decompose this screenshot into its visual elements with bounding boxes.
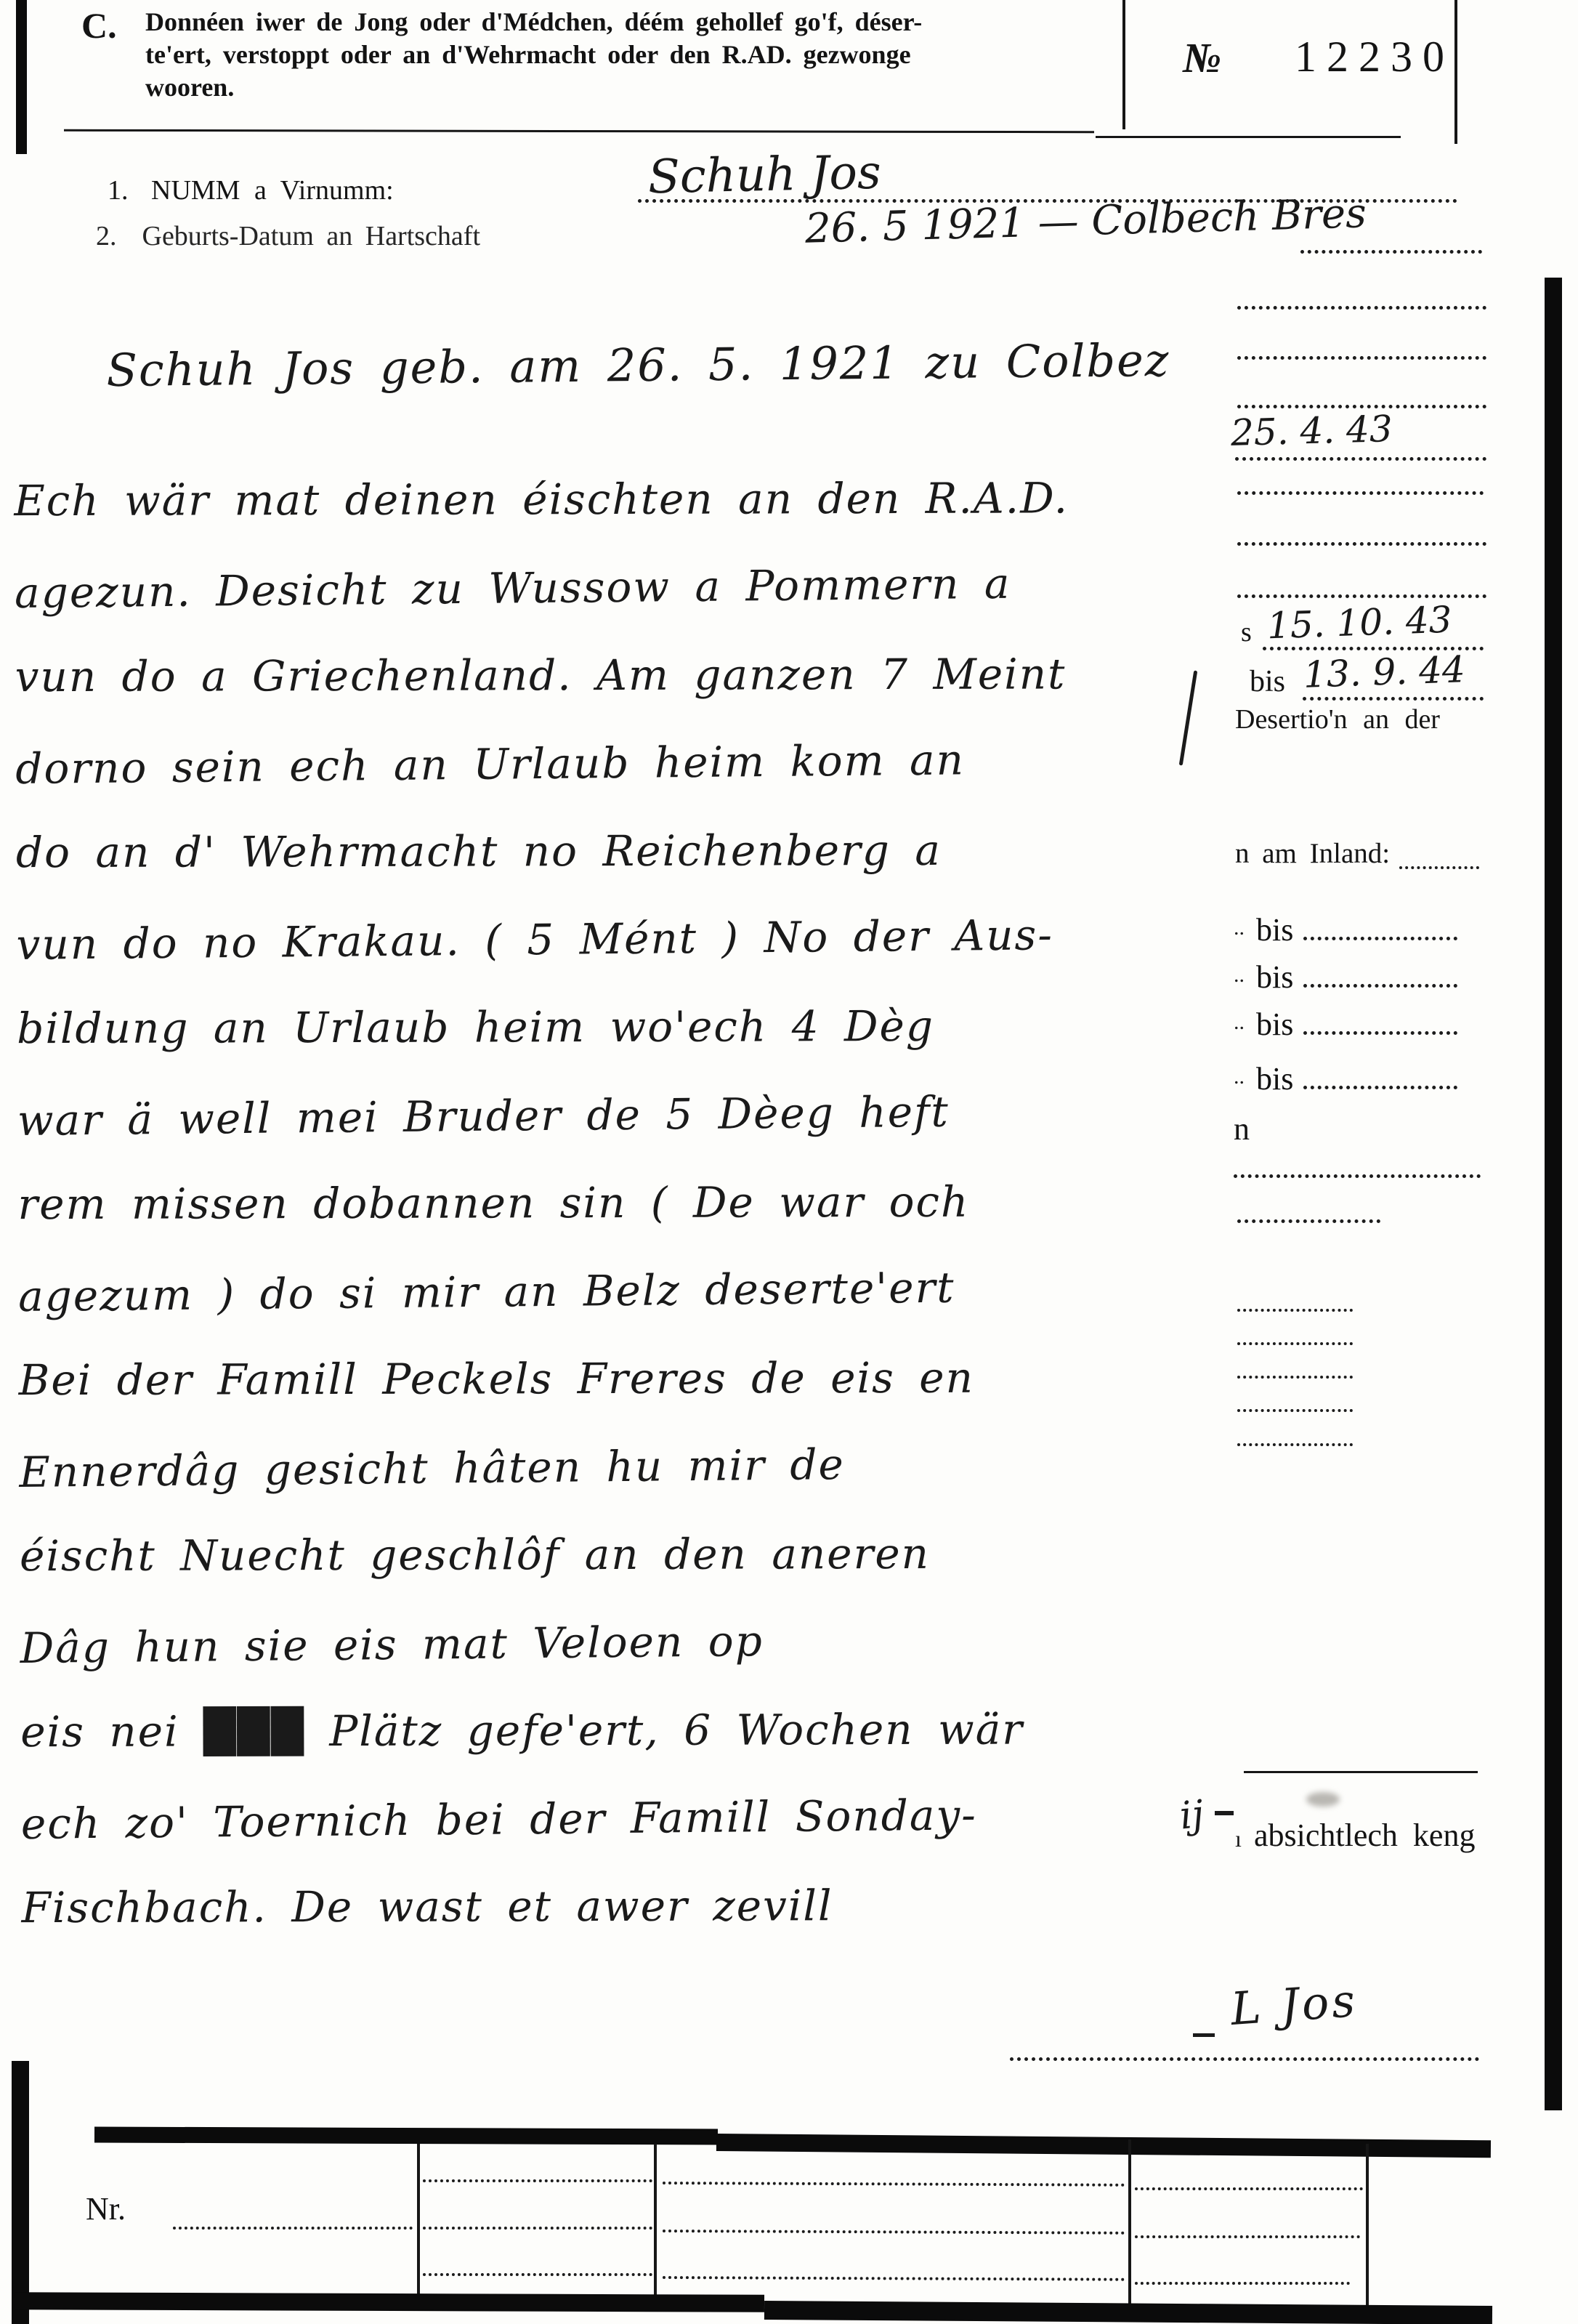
- vum-label-fragment: s: [1241, 617, 1252, 647]
- number-bottom-rule: [1096, 136, 1401, 138]
- dotted-rule: [663, 2230, 1125, 2235]
- letter-line: vun do no Krakau. ( 5 Mént ) No der Aus-: [16, 910, 1054, 969]
- letter-line: Ech wär mat deinen éischten an den R.A.D.: [14, 473, 1069, 526]
- letter-line: bildung an Urlaub heim wo'ech 4 Dèg: [17, 1001, 935, 1054]
- item1-number: 1.: [108, 175, 129, 206]
- letter-line: Fischbach. De wast et awer zevill: [21, 1881, 833, 1933]
- dotted-rule: [1135, 2187, 1363, 2190]
- numero-sign: №: [1183, 34, 1222, 81]
- dotted-rule: [663, 2182, 1125, 2187]
- bis-row: [1234, 1006, 1457, 1042]
- bis-label: bis: [1250, 665, 1286, 698]
- leader-dots: ..: [1234, 963, 1245, 987]
- table-column-line: [417, 2144, 420, 2305]
- letter-line: war ä well mei Bruder de 5 Dèeg heft: [17, 1086, 950, 1145]
- letter-line: ech zo' Toernich bei der Famill Sonday-: [20, 1790, 978, 1849]
- letter-line: Ennerdâg gesicht hâten hu mir de: [19, 1440, 846, 1497]
- table-column-line: [1128, 2139, 1131, 2307]
- dotted-rule: [1135, 2235, 1360, 2238]
- letter-line: agezum ) do si mir an Belz deserte'ert: [17, 1262, 955, 1321]
- dotted-rule: [1237, 1376, 1353, 1379]
- dotted-rule: [423, 2273, 652, 2276]
- letter-line: rem missen dobannen sin ( De war och: [17, 1177, 970, 1230]
- bis-row: [1234, 914, 1457, 946]
- signature-handwriting: L Jos: [1229, 1973, 1360, 2036]
- handwritten-letter: [13, 318, 1228, 1954]
- n-label-fragment: n: [1234, 1111, 1250, 1147]
- item2-number: 2.: [96, 221, 117, 246]
- letter-line: do an d' Wehrmacht no Reichenberg a: [15, 825, 942, 878]
- handwriting-tail-fragment: ij: [1177, 1792, 1206, 1839]
- dotted-rule: [1010, 2057, 1479, 2061]
- item2-label-clipped: [96, 218, 480, 246]
- margin-date-handwriting: 25. 4. 43: [1230, 408, 1393, 454]
- dotted-rule: [1237, 594, 1486, 598]
- absichtlech-label-fragment: absichtlech keng: [1254, 1817, 1476, 1853]
- scan-edge-bar-top-left: [16, 0, 27, 154]
- inland-label-fragment: n am Inland:: [1235, 838, 1391, 869]
- scan-smudge: [1306, 1792, 1340, 1807]
- table-top-bar: [94, 2127, 718, 2145]
- dotted-rule: [423, 2179, 652, 2182]
- header-paragraph: [145, 6, 1112, 104]
- dotted-rule: [1303, 1031, 1457, 1035]
- item1-label: NUMM a Virnumm:: [151, 175, 394, 206]
- dotted-rule: [1303, 1086, 1457, 1089]
- table-bottom-bar: [764, 2301, 1492, 2324]
- table-bottom-bar: [15, 2292, 764, 2312]
- letter-line: vun do a Griechenland. Am ganzen 7 Meint: [15, 649, 1067, 702]
- letter-line: dorno sein ech an Urlaub heim kom an: [15, 735, 966, 794]
- dotted-rule: [1234, 1174, 1481, 1178]
- dotted-rule: [1237, 1409, 1353, 1412]
- cutoff-dash: [1215, 1811, 1234, 1815]
- bis-label: bis: [1256, 1006, 1294, 1042]
- dotted-rule: [1237, 1443, 1353, 1446]
- dotted-rule: [1399, 866, 1479, 869]
- item2-label: Geburts-Datum an Hartschaft: [142, 221, 481, 246]
- dotted-rule: [663, 2276, 1125, 2281]
- header-line-list: [145, 6, 1112, 104]
- table-column-line: [654, 2144, 657, 2305]
- section-letter: C.: [81, 5, 117, 46]
- date-from-handwriting: 15. 10. 43: [1266, 598, 1453, 647]
- letter-line: Bei der Famill Peckels Freres de eis en: [18, 1352, 974, 1405]
- dotted-rule: [1303, 697, 1484, 701]
- cutoff-letter-fragment: ı: [1235, 1825, 1242, 1852]
- bis-row: [1234, 961, 1457, 993]
- margin-solid-rule: [1244, 1771, 1478, 1773]
- bis-label: bis: [1256, 959, 1294, 995]
- dotted-rule: [1237, 1342, 1353, 1345]
- table-column-line: [1366, 2144, 1369, 2305]
- leader-dots: ..: [1234, 1010, 1245, 1034]
- header-right-border: [1454, 0, 1457, 144]
- desertion-label-fragment: Desertio'n an der: [1235, 704, 1440, 735]
- item1-value-handwriting: Schuh Jos: [647, 145, 882, 205]
- dotted-rule: [1237, 306, 1486, 310]
- dotted-rule: [1235, 457, 1486, 461]
- header-line: te'ert, verstoppt oder an d'Wehrmacht oder den R.AD. gezwonge: [145, 40, 911, 69]
- leader-dots: ..: [1234, 1065, 1245, 1089]
- item2-value-handwriting: 26. 5 1921 — Colbech Bres: [804, 190, 1367, 253]
- signature-dash: [1193, 2033, 1215, 2037]
- letter-line-list: [13, 318, 1228, 1954]
- letter-line: eis nei ███ Plätz gefe'ert, 6 Wochen wär: [20, 1704, 1024, 1757]
- dotted-rule: [1237, 1219, 1380, 1223]
- date-to-handwriting: 13. 9. 44: [1303, 648, 1466, 696]
- form-number: 12230: [1295, 33, 1454, 81]
- leader-dots: ..: [1234, 916, 1245, 940]
- dotted-rule: [173, 2227, 413, 2230]
- dotted-rule: [423, 2227, 652, 2230]
- scan-edge-bar-right: [1545, 278, 1562, 2110]
- bis-label: bis: [1256, 1061, 1294, 1097]
- scan-edge-bar-bottom-left: [12, 2061, 29, 2324]
- bis-row: [1234, 1063, 1457, 1095]
- header-line: Donnéen iwer de Jong oder d'Médchen, déém gehollef go'f, déser-: [145, 7, 923, 36]
- header-divider-line: [1122, 0, 1125, 129]
- letter-line: agezun. Desicht zu Wussow a Pommern a: [14, 558, 1011, 618]
- header-line: wooren.: [145, 73, 235, 102]
- dotted-rule: [1237, 491, 1484, 495]
- nr-label: Nr.: [86, 2191, 126, 2227]
- dotted-rule: [1135, 2282, 1350, 2285]
- dotted-rule: [1303, 984, 1457, 988]
- dotted-rule: [1237, 356, 1486, 360]
- dotted-rule: [1300, 250, 1482, 254]
- letter-line: Dâg hun sie eis mat Veloen op: [20, 1616, 764, 1673]
- dotted-rule: [1237, 542, 1486, 546]
- header-bottom-rule: [64, 129, 1094, 133]
- letter-line: éischt Nuecht geschlôf an den aneren: [19, 1528, 931, 1581]
- bis-label: bis: [1256, 912, 1294, 948]
- dotted-rule: [1237, 1309, 1353, 1312]
- letter-line: Schuh Jos geb. am 26. 5. 1921 zu Colbez: [106, 333, 1170, 398]
- table-top-bar: [716, 2134, 1491, 2158]
- dotted-rule: [1303, 937, 1457, 940]
